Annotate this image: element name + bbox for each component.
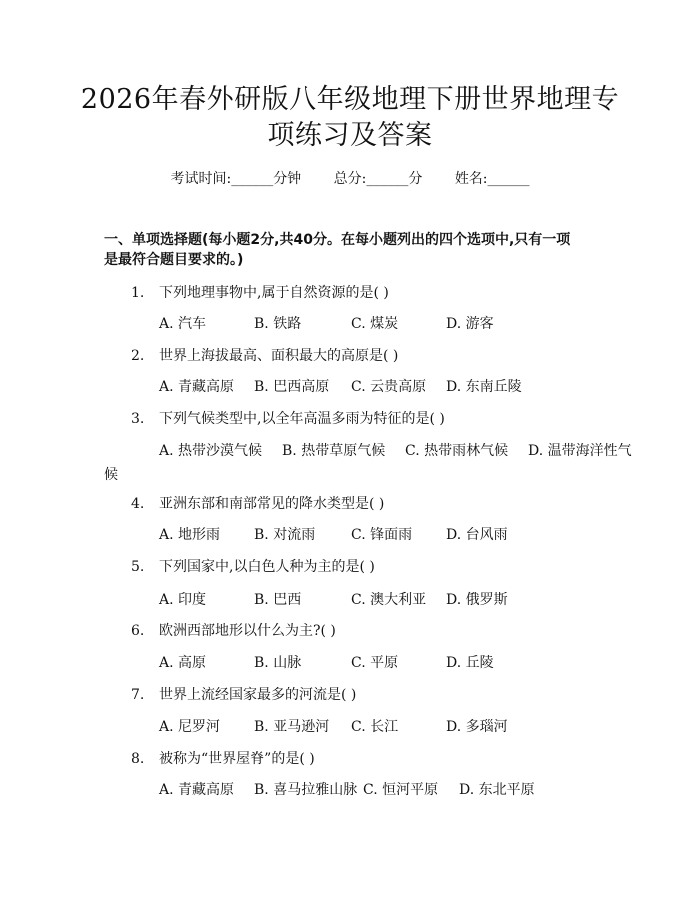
option-a[interactable]: A. 地形雨 [159, 527, 221, 543]
option-b[interactable]: B. 热带草原气候 [282, 443, 386, 459]
option-d[interactable]: D. 多瑙河 [446, 719, 508, 735]
page-title-line1: 2026年春外研版八年级地理下册世界地理专 [80, 84, 620, 115]
score-unit: 分 [408, 171, 423, 187]
option-d[interactable]: D. 台风雨 [446, 527, 508, 543]
option-b[interactable]: B. 山脉 [254, 655, 302, 671]
option-b[interactable]: B. 巴西 [254, 592, 302, 608]
option-d[interactable]: D. 丘陵 [446, 655, 494, 671]
question-6: 6. 欧洲西部地形以什么为主?( ) [131, 623, 336, 639]
time-label: 考试时间: [170, 171, 232, 187]
option-a[interactable]: A. 印度 [159, 592, 207, 608]
option-a[interactable]: A. 汽车 [159, 316, 207, 332]
option-c[interactable]: C. 煤炭 [351, 316, 399, 332]
score-blank: ______ [366, 171, 409, 187]
question-2: 2. 世界上海拔最高、面积最大的高原是( ) [131, 348, 399, 364]
question-5: 5. 下列国家中,以白色人种为主的是( ) [131, 559, 375, 575]
section-heading-line2: 是最符合题目要求的。) [104, 252, 244, 268]
question-4: 4. 亚洲东部和南部常见的降水类型是( ) [131, 496, 385, 512]
question-3-option-d-continuation: 候 [104, 467, 118, 483]
name-field [455, 171, 530, 187]
option-a[interactable]: A. 热带沙漠气候 [159, 443, 263, 459]
section-heading-line1: 一、单项选择题(每小题2分,共40分。在每小题列出的四个选项中,只有一项 [104, 232, 571, 248]
time-unit: 分钟 [273, 171, 302, 187]
question-8: 8. 被称为“世界屋脊”的是( ) [131, 751, 315, 767]
option-d[interactable]: D. 温带海洋性气 [528, 443, 632, 459]
question-7: 7. 世界上流经国家最多的河流是( ) [131, 687, 357, 703]
exam-meta [0, 168, 700, 188]
option-b[interactable]: B. 巴西高原 [254, 379, 330, 395]
option-d[interactable]: D. 游客 [446, 316, 494, 332]
option-b[interactable]: B. 亚马逊河 [254, 719, 330, 735]
time-field [170, 171, 301, 187]
option-c[interactable]: C. 澳大利亚 [351, 592, 427, 608]
option-b[interactable]: B. 对流雨 [254, 527, 316, 543]
option-c[interactable]: C. 恒河平原 [363, 782, 439, 798]
option-c[interactable]: C. 热带雨林气候 [405, 443, 509, 459]
option-d[interactable]: D. 俄罗斯 [446, 592, 508, 608]
option-c[interactable]: C. 平原 [351, 655, 399, 671]
option-b[interactable]: B. 铁路 [254, 316, 302, 332]
question-3: 3. 下列气候类型中,以全年高温多雨为特征的是( ) [131, 411, 445, 427]
option-b[interactable]: B. 喜马拉雅山脉 [254, 782, 358, 798]
option-d[interactable]: D. 东南丘陵 [446, 379, 522, 395]
score-label: 总分: [333, 171, 367, 187]
option-a[interactable]: A. 高原 [159, 655, 207, 671]
option-c[interactable]: C. 长江 [351, 719, 399, 735]
option-d[interactable]: D. 东北平原 [459, 782, 535, 798]
option-c[interactable]: C. 锋面雨 [351, 527, 413, 543]
page-title-line2: 项练习及答案 [267, 120, 433, 151]
name-blank: ______ [487, 171, 530, 187]
time-blank: ______ [231, 171, 274, 187]
name-label: 姓名: [454, 171, 488, 187]
option-a[interactable]: A. 青藏高原 [159, 782, 235, 798]
option-a[interactable]: A. 青藏高原 [159, 379, 235, 395]
section-heading [104, 230, 604, 270]
question-1: 1. 下列地理事物中,属于自然资源的是( ) [131, 285, 389, 301]
score-field [334, 171, 423, 187]
option-a[interactable]: A. 尼罗河 [159, 719, 221, 735]
option-c[interactable]: C. 云贵高原 [351, 379, 427, 395]
